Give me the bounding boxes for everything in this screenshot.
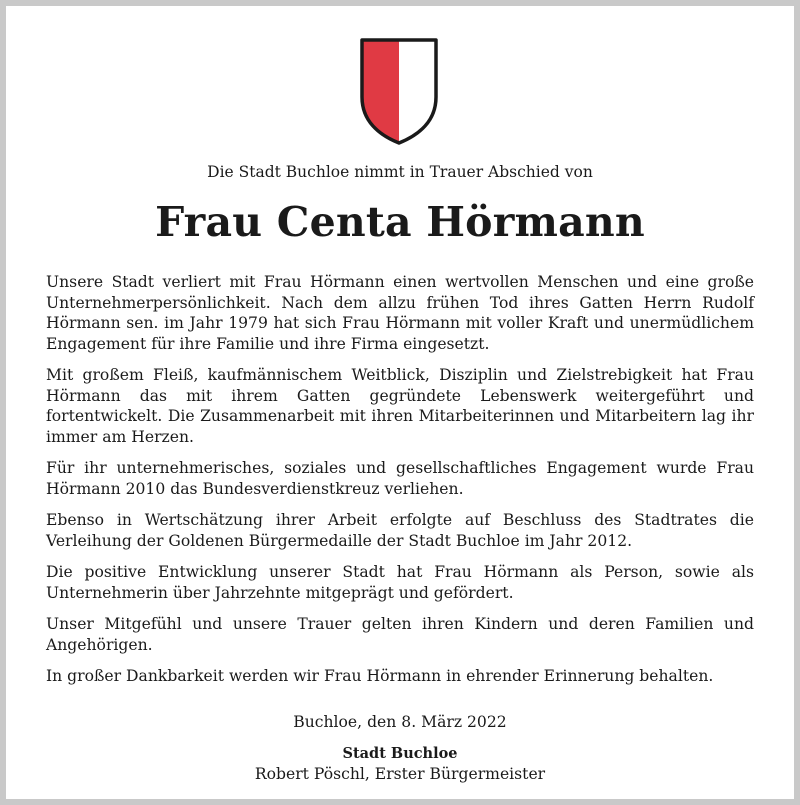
paragraph: Unsere Stadt verliert mit Frau Hörmann einen wertvollen Menschen und eine große Unternehmerpersönlichkeit. Nach dem allzu frühen Tod ihres Gatten Herrn Rudolf Hörmann sen. im Jahr 1979 hat sich Frau Hörmann mit voller Kraft und unermüdlichem Engagement für ihre Familie und ihre Firma eingesetzt.	[46, 273, 754, 353]
deceased-name: Frau Centa Hörmann	[155, 198, 645, 246]
paragraph: Unser Mitgefühl und unsere Trauer gelten ihren Kindern und deren Familien und Angehörigen.	[46, 615, 754, 654]
signature-person: Robert Pöschl, Erster Bürgermeister	[254, 765, 546, 783]
signature-organization: Stadt Buchloe	[342, 745, 458, 762]
paragraph: Für ihr unternehmerisches, soziales und gesellschaftliches Engagement wurde Frau Hörmann 2010 das Bundesverdienstkreuz verliehen.	[46, 459, 754, 498]
paragraph: In großer Dankbarkeit werden wir Frau Hörmann in ehrender Erinnerung behalten.	[46, 667, 714, 685]
split-shield-icon	[357, 35, 441, 147]
paragraph: Die positive Entwicklung unserer Stadt hat Frau Hörmann als Person, sowie als Unternehmerin über Jahrzehnte mitgeprägt und gefördert.	[46, 563, 754, 602]
obituary-text	[46, 272, 754, 698]
intro-line: Die Stadt Buchloe nimmt in Trauer Abschied von	[207, 163, 593, 181]
obituary-notice	[6, 6, 794, 799]
date-line: Buchloe, den 8. März 2022	[293, 713, 507, 731]
paragraph: Mit großem Fleiß, kaufmännischem Weitblick, Disziplin und Zielstrebigkeit hat Frau Hörmann das mit ihrem Gatten gegründete Lebenswerk weitergeführt und fortentwickelt. Die Zusammenarbeit mit ihren Mitarbeiterinnen und Mitarbeitern lag ihr immer am Herzen.	[46, 366, 754, 446]
paragraph: Ebenso in Wertschätzung ihrer Arbeit erfolgte auf Beschluss des Stadtrates die Verleihung der Goldenen Bürgermedaille der Stadt Buchloe im Jahr 2012.	[46, 511, 754, 550]
